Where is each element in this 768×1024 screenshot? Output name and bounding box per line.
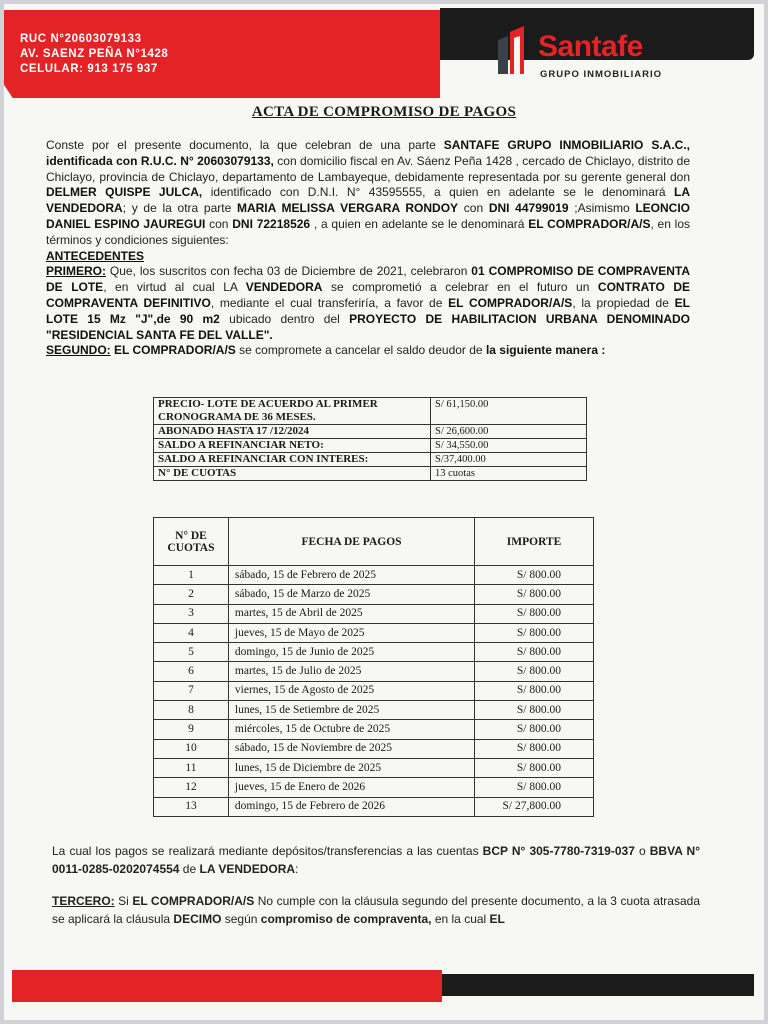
- buyer-dni: DNI 72218526: [232, 216, 311, 231]
- intro-text: identificado con D.N.I. N° 43595555, a quien en adelante se le denominará: [202, 185, 675, 200]
- cuota-number: 10: [154, 739, 229, 758]
- buyer-name: LEONCIO DANIEL ESPINO JAUREGUI: [46, 201, 690, 231]
- summary-label: ABONADO HASTA 17 /12/2024: [154, 425, 431, 439]
- payment-amount: S/ 800.00: [475, 701, 594, 720]
- payment-date: domingo, 15 de Febrero de 2026: [228, 797, 474, 816]
- payment-amount: S/ 800.00: [475, 623, 594, 642]
- clause-label: PRIMERO:: [46, 264, 106, 279]
- payment-date: lunes, 15 de Setiembre de 2025: [228, 701, 474, 720]
- clause-primero: [46, 264, 690, 343]
- footer-red-band: [12, 970, 442, 1002]
- summary-row: [154, 425, 587, 439]
- payments-text: o: [634, 844, 650, 858]
- clause-text: se comprometió a celebrar en el futuro un: [322, 280, 598, 295]
- table-row: [154, 566, 594, 585]
- clause-text: EL COMPRADOR/A/S: [448, 295, 573, 310]
- summary-value: S/ 61,150.00: [431, 398, 587, 425]
- summary-row: [154, 439, 587, 453]
- phone-text: CELULAR: 913 175 937: [20, 63, 158, 75]
- brand-name: Santafe: [538, 30, 643, 63]
- cuota-number: 6: [154, 662, 229, 681]
- payment-amount: S/ 800.00: [475, 585, 594, 604]
- payment-amount: S/ 800.00: [475, 643, 594, 662]
- buyer-dni: DNI 44799019: [488, 201, 569, 216]
- manager-name: DELMER QUISPE JULCA,: [46, 185, 203, 200]
- payment-accounts-paragraph: [52, 842, 700, 878]
- payment-date: sábado, 15 de Noviembre de 2025: [228, 739, 474, 758]
- summary-label: PRECIO- LOTE DE ACUERDO AL PRIMER CRONOGRAMA DE 36 MESES.: [154, 398, 431, 425]
- summary-row: [154, 453, 587, 467]
- summary-row: [154, 398, 587, 425]
- clause-text: , en virtud al cual LA: [103, 280, 246, 295]
- footer-black-band: [442, 974, 754, 996]
- payment-date: martes, 15 de Julio de 2025: [228, 662, 474, 681]
- clause-text: Si: [114, 894, 133, 908]
- clause-text: Que, los suscritos con fecha 03 de Diciembre de 2021, celebraron: [106, 264, 472, 279]
- payment-date: martes, 15 de Abril de 2025: [228, 604, 474, 623]
- table-row: [154, 739, 594, 758]
- brand-subtitle: GRUPO INMOBILIARIO: [540, 69, 662, 80]
- table-row: [154, 758, 594, 777]
- company-name: SANTAFE GRUPO INMOBILIARIO S.A.C., identificada con R.U.C. N° 20603079133,: [46, 138, 690, 168]
- payment-date: viernes, 15 de Agosto de 2025: [228, 681, 474, 700]
- buyer-label: EL COMPRADOR/A/S: [528, 216, 651, 231]
- summary-value: 13 cuotas: [431, 467, 587, 481]
- payments-text: La cual los pagos se realizará mediante depósitos/transferencias a las cuentas: [52, 844, 483, 858]
- payment-amount: S/ 800.00: [475, 681, 594, 700]
- cuota-number: 12: [154, 778, 229, 797]
- table-row: [154, 681, 594, 700]
- payment-date: lunes, 15 de Diciembre de 2025: [228, 758, 474, 777]
- intro-text: con: [205, 216, 233, 231]
- clause-label: SEGUNDO:: [46, 343, 111, 358]
- clause-text: DECIMO: [173, 912, 222, 926]
- cuota-number: 13: [154, 797, 229, 816]
- clause-text: según: [221, 912, 261, 926]
- table-row: [154, 643, 594, 662]
- clause-segundo: [46, 343, 690, 359]
- col-header-importe: IMPORTE: [475, 518, 594, 566]
- payment-amount: S/ 27,800.00: [475, 797, 594, 816]
- payment-amount: S/ 800.00: [475, 778, 594, 797]
- santafe-logo-icon: [494, 24, 528, 76]
- payment-amount: S/ 800.00: [475, 720, 594, 739]
- payment-amount: S/ 800.00: [475, 566, 594, 585]
- clause-text: EL COMPRADOR/A/S: [110, 343, 236, 358]
- table-row: [154, 623, 594, 642]
- clause-text: la siguiente manera :: [485, 343, 606, 358]
- address-text: AV. SAENZ PEÑA N°1428: [20, 48, 169, 60]
- table-row: [154, 662, 594, 681]
- summary-row: [154, 467, 587, 481]
- col-header-cuota: N° DE CUOTAS: [154, 518, 229, 566]
- payment-amount: S/ 800.00: [475, 604, 594, 623]
- payment-amount: S/ 800.00: [475, 662, 594, 681]
- intro-text: con domicilio fiscal en Av. Sáenz Peña 1428 , cercado de Chiclayo, distrito de Chiclayo, provincia de Chiclayo, departamento de Lambayeque, debidamente representada por su gerente general don: [46, 153, 691, 184]
- cuota-number: 2: [154, 585, 229, 604]
- bcp-account: BCP N° 305-7780-7319-037: [482, 844, 635, 858]
- summary-table: [153, 397, 587, 481]
- col-header-fecha: FECHA DE PAGOS: [228, 518, 474, 566]
- company-contact-block: [20, 32, 168, 77]
- payment-date: miércoles, 15 de Octubre de 2025: [228, 720, 474, 739]
- clause-text: EL: [489, 912, 505, 926]
- payment-date: sábado, 15 de Marzo de 2025: [228, 585, 474, 604]
- table-row: [154, 585, 594, 604]
- intro-paragraph: [46, 138, 690, 359]
- summary-label: SALDO A REFINANCIAR NETO:: [154, 439, 431, 453]
- payments-text: de: [179, 862, 200, 876]
- payment-amount: S/ 800.00: [475, 758, 594, 777]
- clause-text: VENDEDORA: [245, 280, 323, 295]
- summary-value: S/ 34,550.00: [431, 439, 587, 453]
- clause-text: ubicado dentro del: [219, 311, 350, 326]
- table-row: [154, 720, 594, 739]
- intro-text: , a quien en adelante se le denominará: [310, 216, 529, 231]
- seller-label: LA VENDEDORA: [199, 862, 296, 876]
- cuota-number: 5: [154, 643, 229, 662]
- document-title: ACTA DE COMPROMISO DE PAGOS: [251, 104, 517, 120]
- payments-text: :: [295, 862, 299, 876]
- table-header-row: [154, 518, 594, 566]
- table-row: [154, 604, 594, 623]
- ruc-text: RUC N°20603079133: [20, 33, 142, 45]
- intro-text: con: [458, 201, 489, 216]
- seller-label: LA VENDEDORA: [46, 185, 691, 216]
- buyer-name: MARIA MELISSA VERGARA RONDOY: [236, 201, 459, 216]
- clause-label: TERCERO:: [52, 894, 115, 908]
- antecedentes-heading: ANTECEDENTES: [46, 248, 145, 263]
- intro-text: Conste por el presente documento, la que celebran de una parte: [46, 138, 444, 152]
- clause-text: , la propiedad de: [572, 295, 675, 310]
- cuota-number: 11: [154, 758, 229, 777]
- payment-schedule-table: [153, 517, 594, 817]
- table-row: [154, 701, 594, 720]
- bbva-account: BBVA N° 0011-0285-0202074554: [52, 844, 700, 876]
- clause-text: 01 COMPROMISO DE COMPRAVENTA DE LOTE: [46, 264, 690, 295]
- summary-label: SALDO A REFINANCIAR CON INTERES:: [154, 453, 431, 467]
- intro-text: ;Asimismo: [568, 201, 636, 216]
- payment-date: jueves, 15 de Enero de 2026: [228, 778, 474, 797]
- cuota-number: 1: [154, 566, 229, 585]
- clause-text: en la cual: [431, 912, 490, 926]
- cuota-number: 8: [154, 701, 229, 720]
- clause-text: , mediante el cual transferiría, a favor de: [210, 295, 449, 310]
- payment-date: jueves, 15 de Mayo de 2025: [228, 623, 474, 642]
- intro-text: , en los términos y condiciones siguientes:: [46, 216, 691, 247]
- table-row: [154, 778, 594, 797]
- payment-date: sábado, 15 de Febrero de 2025: [228, 566, 474, 585]
- cuota-number: 4: [154, 623, 229, 642]
- summary-value: S/37,400.00: [431, 453, 587, 467]
- payment-amount: S/ 800.00: [475, 739, 594, 758]
- cuota-number: 3: [154, 604, 229, 623]
- cuota-number: 9: [154, 720, 229, 739]
- clause-text: PROYECTO DE HABILITACION URBANA DENOMINADO "RESIDENCIAL SANTA FE DEL VALLE".: [46, 311, 690, 342]
- clause-text: EL COMPRADOR/A/S: [132, 894, 255, 908]
- clause-text: se compromete a cancelar el saldo deudor de: [235, 343, 486, 358]
- clause-tercero: [52, 892, 700, 928]
- payment-date: domingo, 15 de Junio de 2025: [228, 643, 474, 662]
- clause-text: CONTRATO DE COMPRAVENTA DEFINITIVO: [46, 280, 690, 310]
- clause-text: No cumple con la cláusula segundo del presente documento, a la 3 cuota atrasada se aplicará la cláusula: [52, 894, 700, 926]
- cuota-number: 7: [154, 681, 229, 700]
- intro-text: ; y de la otra parte: [122, 201, 237, 216]
- summary-value: S/ 26,600.00: [431, 425, 587, 439]
- clause-text: EL LOTE 15 Mz "J",de 90 m2: [46, 295, 690, 326]
- table-row: [154, 797, 594, 816]
- clause-text: compromiso de compraventa,: [260, 912, 432, 926]
- summary-label: N° DE CUOTAS: [154, 467, 431, 481]
